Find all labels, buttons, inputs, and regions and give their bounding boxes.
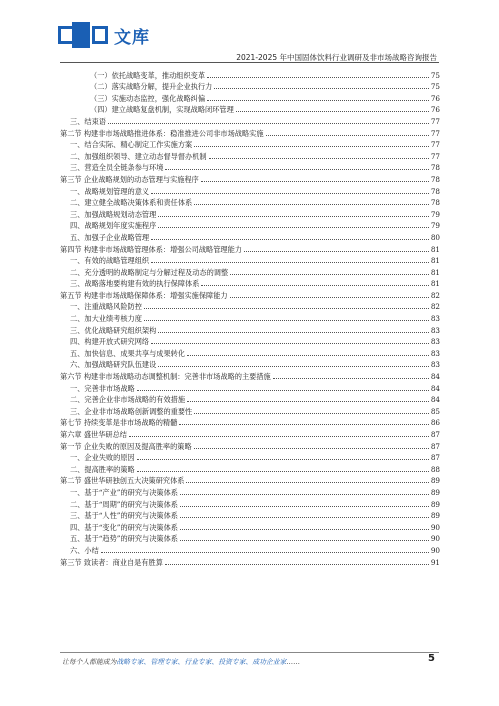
toc-entry-title: （三）实施动态监控，强化战略纠偏 <box>90 93 206 103</box>
toc-entry[interactable] <box>60 207 440 219</box>
toc-entry-page: 76 <box>430 93 440 103</box>
toc-leader-dots <box>137 390 429 391</box>
toc-entry-page: 84 <box>430 395 440 405</box>
toc-leader-dots <box>180 529 429 530</box>
footer-roles: 战略专家、管理专家、行业专家、投资专家、成功企业家 <box>116 658 287 666</box>
toc-entry-title: 一、有效的战略管理组织 <box>70 256 150 266</box>
toc-entry-title: 五、加快信息、成果共享与成果转化 <box>70 348 186 358</box>
toc-entry-title: （四）建立战略复盘机制，实现战略闭环管理 <box>90 105 234 115</box>
toc-leader-dots <box>151 343 429 344</box>
toc-entry[interactable] <box>60 172 440 184</box>
toc-entry[interactable] <box>60 277 440 289</box>
toc-entry-title: 二、基于“周期”的研究与决策体系 <box>70 499 178 509</box>
toc-entry[interactable] <box>60 311 440 323</box>
toc-entry[interactable] <box>60 265 440 277</box>
toc-entry-page: 77 <box>430 116 440 126</box>
toc-entry-title: 一、完善非市场战略 <box>70 383 135 393</box>
toc-leader-dots <box>108 123 429 124</box>
toc-leader-dots <box>180 517 429 518</box>
toc-leader-dots <box>187 355 429 356</box>
toc-entry-page: 88 <box>430 464 440 474</box>
footer-divider <box>60 652 439 653</box>
toc-entry[interactable] <box>60 161 440 173</box>
toc-leader-dots <box>137 459 429 460</box>
toc-entry[interactable] <box>60 138 440 150</box>
toc-entry-title: 第二节 构建非市场战略推进体系：稳准推进公司非市场战略实施 <box>60 128 264 138</box>
toc-leader-dots <box>158 332 429 333</box>
toc-leader-dots <box>187 401 429 402</box>
toc-leader-dots <box>266 135 429 136</box>
toc-leader-dots <box>151 193 429 194</box>
toc-entry-title: 二、提高胜率的策略 <box>70 464 135 474</box>
toc-leader-dots <box>165 169 428 170</box>
toc-leader-dots <box>230 274 429 275</box>
toc-entry-title: 第一节 企业失败的原因及提高胜率的策略 <box>60 441 192 451</box>
toc-entry-page: 81 <box>430 267 440 277</box>
toc-leader-dots <box>101 552 429 553</box>
toc-entry-page: 76 <box>430 105 440 115</box>
toc-entry-page: 82 <box>430 302 440 312</box>
toc-leader-dots <box>158 366 429 367</box>
toc-entry-title: 一、结合实际、精心制定工作实施方案 <box>70 140 193 150</box>
toc-leader-dots <box>207 77 429 78</box>
page-header <box>0 0 499 60</box>
toc-entry[interactable] <box>60 381 440 393</box>
toc-entry[interactable] <box>60 91 440 103</box>
toc-entry-page: 84 <box>430 383 440 393</box>
toc-entry[interactable] <box>60 323 440 335</box>
toc-entry[interactable] <box>60 300 440 312</box>
toc-entry[interactable] <box>60 404 440 416</box>
toc-entry[interactable] <box>60 497 440 509</box>
toc-entry-page: 85 <box>430 406 440 416</box>
toc-leader-dots <box>165 564 429 565</box>
logo-text: 文库 <box>114 27 150 48</box>
toc-entry-title: 一、企业失败的原因 <box>70 453 135 463</box>
toc-entry[interactable] <box>60 358 440 370</box>
toc-entry-title: 五、基于“趋势”的研究与决策体系 <box>70 534 178 544</box>
toc-leader-dots <box>144 320 429 321</box>
toc-leader-dots <box>180 506 429 507</box>
toc-entry-page: 78 <box>430 186 440 196</box>
toc-leader-dots <box>194 146 429 147</box>
toc-entry-page: 89 <box>430 476 440 486</box>
toc-entry[interactable] <box>60 149 440 161</box>
toc-entry[interactable] <box>60 543 440 555</box>
toc-entry-page: 87 <box>430 430 440 439</box>
toc-entry-page: 89 <box>430 499 440 509</box>
toc-entry-page: 89 <box>430 511 440 521</box>
toc-leader-dots <box>179 424 429 425</box>
toc-entry[interactable] <box>60 196 440 208</box>
toc-leader-dots <box>144 308 429 309</box>
toc-entry-page: 77 <box>430 151 440 161</box>
toc-entry-page: 86 <box>430 418 440 428</box>
toc-entry-page: 79 <box>430 209 440 219</box>
toc-entry[interactable] <box>60 184 440 196</box>
toc-entry-page: 82 <box>430 290 440 300</box>
toc-leader-dots <box>209 158 429 159</box>
footer-suffix: …… <box>286 658 300 666</box>
toc-leader-dots <box>244 251 429 252</box>
toc-entry-title: 二、充分透明的战略制定与分解过程及动态的调整 <box>70 267 229 277</box>
toc-entry[interactable] <box>60 439 440 451</box>
toc-entry-title: 三、战略落地要构建有效的执行保障体系 <box>70 279 200 289</box>
toc-leader-dots <box>201 285 428 286</box>
toc-entry[interactable] <box>60 288 440 300</box>
toc-entry-title: 二、加大业绩考核力度 <box>70 314 142 324</box>
toc-entry-title: 三、优化战略研究组织架构 <box>70 325 157 335</box>
toc-entry-title: 二、完善企业非市场战略的有效措施 <box>70 395 186 405</box>
toc-entry-title: 六、加强战略研究队伍建设 <box>70 360 157 370</box>
toc-entry-page: 80 <box>430 232 440 242</box>
toc-leader-dots <box>214 88 429 89</box>
toc-entry[interactable] <box>60 416 440 428</box>
report-title: 2021-2025 年中国固体饮料行业调研及非市场战略咨询报告 <box>236 53 437 62</box>
toc-entry[interactable] <box>60 474 440 486</box>
toc-entry-page: 78 <box>430 174 440 184</box>
toc-entry-title: 三、结束语 <box>70 116 106 126</box>
toc-leader-dots <box>180 540 429 541</box>
toc-entry-page: 83 <box>430 337 440 347</box>
footer-slogan <box>62 656 300 666</box>
toc-entry-page: 81 <box>430 279 440 289</box>
toc-entry-title: 四、构建开放式研究网络 <box>70 337 150 347</box>
toc-leader-dots <box>230 297 429 298</box>
toc-entry[interactable] <box>60 393 440 405</box>
toc-entry[interactable] <box>60 80 440 92</box>
toc-entry-title: 二、加强组织领导、建立动态督导督办机制 <box>70 151 207 161</box>
toc-entry[interactable] <box>60 254 440 266</box>
toc-entry-page: 84 <box>430 372 440 382</box>
toc-entry-page: 83 <box>430 314 440 324</box>
table-of-contents <box>60 68 440 567</box>
toc-entry-title: 五、加强子企业战略管理 <box>70 232 150 242</box>
toc-entry-title: 一、基于“产业”的研究与决策体系 <box>70 487 178 497</box>
toc-entry-page: 91 <box>430 557 440 567</box>
toc-leader-dots <box>129 436 429 437</box>
toc-entry[interactable] <box>60 555 440 567</box>
toc-entry-page: 90 <box>430 522 440 532</box>
toc-entry-title: 第六章 盛世华研总结 <box>60 430 127 439</box>
toc-entry[interactable] <box>60 103 440 115</box>
toc-entry[interactable] <box>60 68 440 80</box>
toc-entry-title: 三、营造全员全链条参与环境 <box>70 163 164 173</box>
toc-leader-dots <box>236 111 429 112</box>
toc-entry-title: （一）依托战略变革，推动组织变革 <box>90 70 206 80</box>
toc-entry-title: 第五节 构建非市场战略保障体系：增强实施保障能力 <box>60 290 228 300</box>
toc-entry[interactable] <box>60 114 440 126</box>
toc-entry-title: 六、小结 <box>70 545 99 555</box>
toc-leader-dots <box>201 181 429 182</box>
toc-entry-title: 三、基于“人性”的研究与决策体系 <box>70 511 178 521</box>
toc-entry-page: 77 <box>430 140 440 150</box>
toc-entry-title: 一、战略规划管理的意义 <box>70 186 150 196</box>
toc-entry[interactable] <box>60 485 440 497</box>
toc-entry-title: 一、注重战略风险防控 <box>70 302 142 312</box>
toc-entry-title: 四、战略规划年度实施程序 <box>70 221 157 231</box>
toc-entry[interactable] <box>60 462 440 474</box>
footer-prefix: 让每个人都能成为 <box>62 658 117 666</box>
toc-entry[interactable] <box>60 369 440 381</box>
toc-entry-page: 90 <box>430 545 440 555</box>
toc-entry[interactable] <box>60 509 440 521</box>
toc-entry[interactable] <box>60 451 440 463</box>
toc-entry-page: 87 <box>430 441 440 451</box>
toc-entry-title: 四、基于“变化”的研究与决策体系 <box>70 522 178 532</box>
toc-entry-title: （二）落实战略分解，提升企业执行力 <box>90 82 213 92</box>
toc-entry[interactable] <box>60 335 440 347</box>
toc-entry[interactable] <box>60 230 440 242</box>
toc-entry[interactable] <box>60 520 440 532</box>
toc-leader-dots <box>158 216 429 217</box>
toc-entry-page: 79 <box>430 221 440 231</box>
toc-entry-page: 81 <box>430 256 440 266</box>
toc-entry-title: 第二节 盛世华研独创五大决策研究体系 <box>60 476 185 486</box>
toc-entry[interactable] <box>60 346 440 358</box>
toc-leader-dots <box>194 204 429 205</box>
header-divider <box>60 62 439 63</box>
toc-entry[interactable] <box>60 126 440 138</box>
toc-entry-title: 第三节 致读者：商业自是有胜算 <box>60 557 163 567</box>
toc-entry-page: 89 <box>430 487 440 497</box>
toc-entry-page: 83 <box>430 325 440 335</box>
toc-entry-title: 二、建立健全战略决策体系和责任体系 <box>70 198 193 208</box>
toc-entry-page: 75 <box>430 82 440 92</box>
toc-leader-dots <box>194 413 429 414</box>
toc-entry[interactable] <box>60 242 440 254</box>
toc-entry-page: 77 <box>430 128 440 138</box>
toc-entry-page: 81 <box>430 244 440 254</box>
toc-entry-page: 83 <box>430 360 440 370</box>
toc-leader-dots <box>137 471 429 472</box>
toc-entry-title: 第三节 企业战略规划的动态管理与实施程序 <box>60 174 199 184</box>
toc-leader-dots <box>151 262 429 263</box>
toc-entry-title: 三、加强战略规划动态管理 <box>70 209 157 219</box>
toc-leader-dots <box>207 100 429 101</box>
toc-entry-page: 90 <box>430 534 440 544</box>
toc-entry[interactable] <box>60 219 440 231</box>
toc-entry-title: 三、企业非市场战略创新调整的重要性 <box>70 406 193 416</box>
logo-mark-icon <box>58 22 110 48</box>
toc-entry-title: 第四节 构建非市场战略管理体系：增强公司战略管理能力 <box>60 244 242 254</box>
toc-entry[interactable] <box>60 427 440 439</box>
toc-entry-title: 第六节 构建非市场战略动态调整机制：完善非市场战略的主要措施 <box>60 372 271 382</box>
toc-leader-dots <box>194 448 429 449</box>
logo <box>58 22 150 48</box>
toc-entry-page: 75 <box>430 70 440 80</box>
toc-entry-title: 第七节 持续变革是非市场战略的精髓 <box>60 418 178 428</box>
toc-leader-dots <box>151 239 429 240</box>
toc-entry-page: 78 <box>430 163 440 173</box>
page-number: 5 <box>428 653 435 664</box>
toc-entry[interactable] <box>60 532 440 544</box>
toc-entry-page: 83 <box>430 348 440 358</box>
toc-entry-page: 87 <box>430 453 440 463</box>
toc-leader-dots <box>180 494 429 495</box>
toc-leader-dots <box>186 482 428 483</box>
toc-leader-dots <box>158 227 429 228</box>
toc-leader-dots <box>273 378 429 379</box>
toc-entry-page: 78 <box>430 198 440 208</box>
